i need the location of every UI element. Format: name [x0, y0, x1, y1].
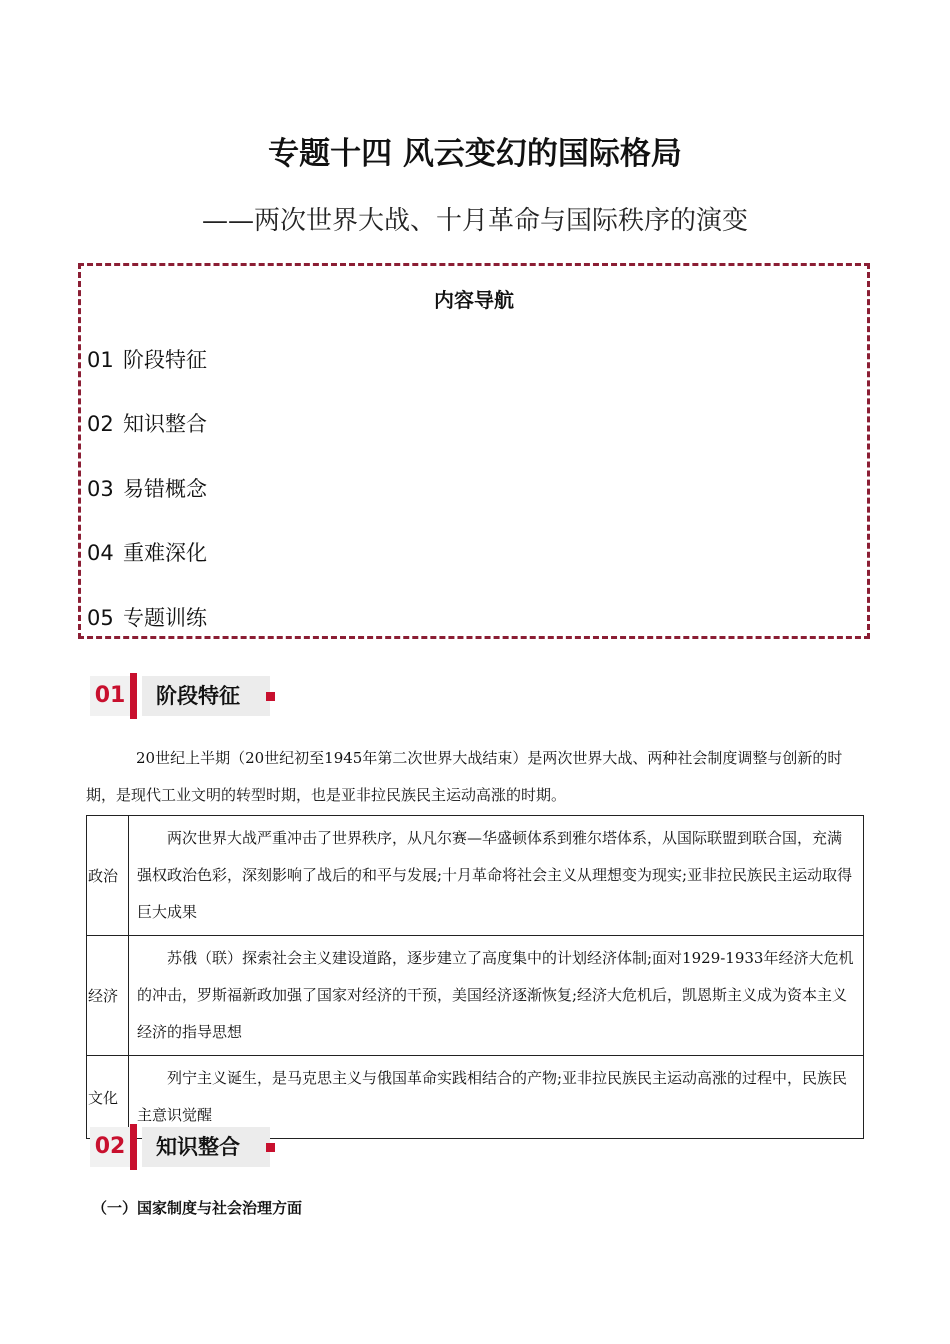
section-accent-bar: [130, 1124, 137, 1170]
section-square-marker-icon: [266, 1143, 275, 1152]
nav-item-label: 阶段特征: [123, 348, 207, 372]
section-number: 01: [90, 676, 130, 716]
table-row: [87, 936, 864, 1056]
table-row: [87, 816, 864, 936]
nav-item-number: 01: [87, 348, 114, 372]
nav-item-stage-features[interactable]: [87, 344, 207, 374]
section-header-knowledge-integration: [90, 1127, 270, 1167]
table-text-cell: 两次世界大战严重冲击了世界秩序，从凡尔赛—华盛顿体系到雅尔塔体系，从国际联盟到联合国，充满强权政治色彩，深刻影响了战后的和平与发展;十月革命将社会主义从理想变为现实;亚非拉民族民主运动取得巨大成果: [129, 816, 864, 936]
nav-title: 内容导航: [434, 288, 514, 312]
stage-intro-paragraph: 20世纪上半期（20世纪初至1945年第二次世界大战结束）是两次世界大战、两种社会制度调整与创新的时期，是现代工业文明的转型时期，也是亚非拉民族民主运动高涨的时期。: [86, 749, 843, 804]
stage-features-table: [86, 815, 864, 1139]
table-category-cell: 文化: [87, 1056, 129, 1139]
table-category-cell: 经济: [87, 936, 129, 1056]
nav-item-key-difficulties[interactable]: [87, 537, 207, 567]
nav-item-number: 04: [87, 541, 114, 565]
nav-item-knowledge-integration[interactable]: [87, 408, 207, 438]
nav-item-label: 知识整合: [123, 412, 207, 436]
nav-item-label: 重难深化: [123, 541, 207, 565]
nav-item-number: 02: [87, 412, 114, 436]
table-category-cell: 政治: [87, 816, 129, 936]
section-label: 阶段特征: [142, 676, 270, 716]
section-accent-bar: [130, 673, 137, 719]
section-header-stage-features: [90, 676, 270, 716]
nav-item-number: 05: [87, 606, 114, 630]
page-title: 专题十四 风云变幻的国际格局: [268, 136, 682, 172]
nav-item-label: 专题训练: [123, 606, 207, 630]
content-navigation-box: [78, 263, 870, 639]
nav-item-error-prone-concepts[interactable]: [87, 473, 207, 503]
section-square-marker-icon: [266, 692, 275, 701]
section-label: 知识整合: [142, 1127, 270, 1167]
nav-item-topic-training[interactable]: [87, 602, 207, 632]
section-number: 02: [90, 1127, 130, 1167]
table-text-cell: 苏俄（联）探索社会主义建设道路，逐步建立了高度集中的计划经济体制;面对1929-1933年经济大危机的冲击，罗斯福新政加强了国家对经济的干预，美国经济逐渐恢复;经济大危机后，凯恩斯主义成为资本主义经济的指导思想: [129, 936, 864, 1056]
subsection-heading: （一）国家制度与社会治理方面: [92, 1199, 303, 1217]
page-subtitle: ——两次世界大战、十月革命与国际秩序的演变: [201, 206, 748, 236]
table-text-cell: 列宁主义诞生，是马克思主义与俄国革命实践相结合的产物;亚非拉民族民主运动高涨的过程中，民族民主意识觉醒: [129, 1056, 864, 1139]
nav-item-label: 易错概念: [123, 477, 207, 501]
nav-item-number: 03: [87, 477, 114, 501]
